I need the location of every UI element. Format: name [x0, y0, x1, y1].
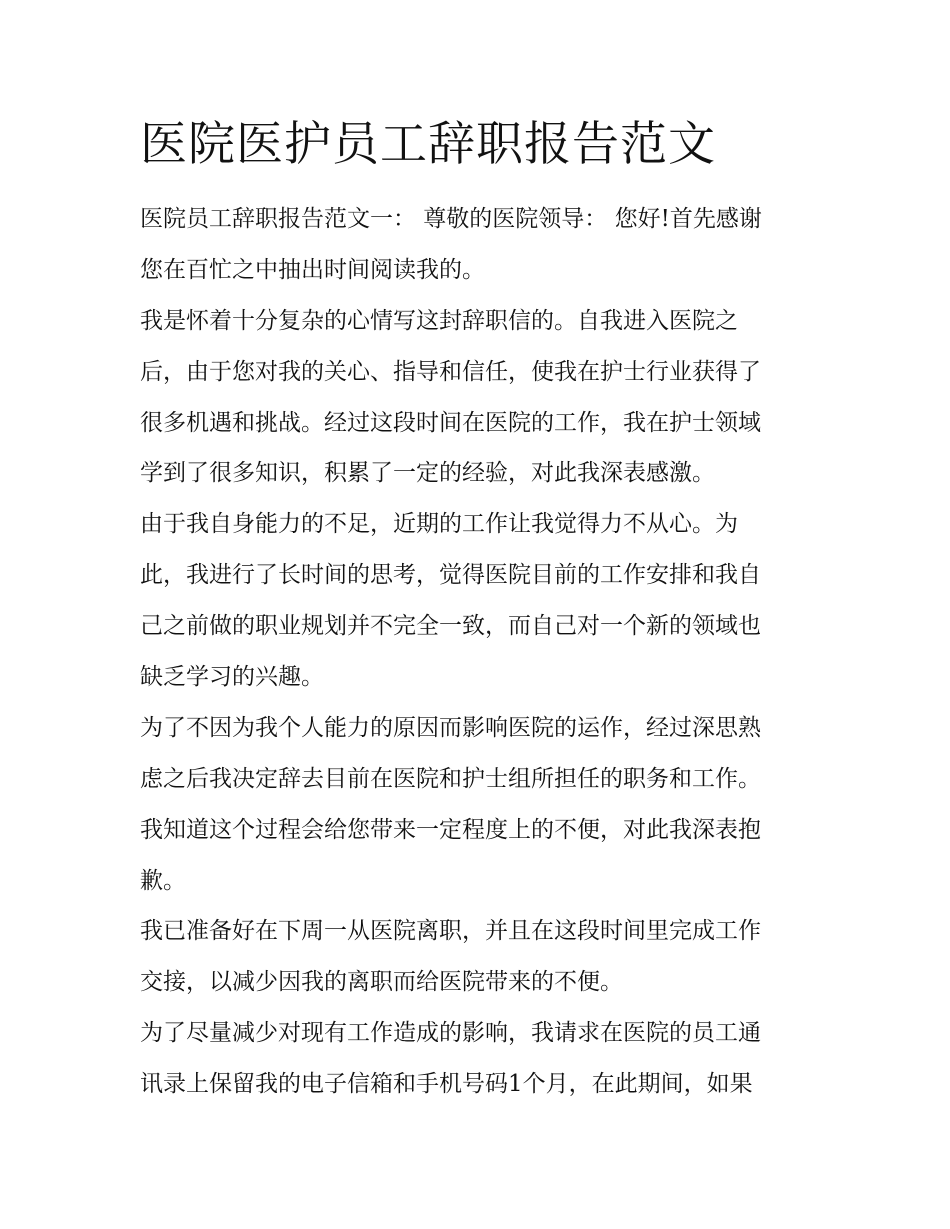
text-line: 虑之后我决定辞去目前在医院和护士组所担任的职务和工作。: [140, 765, 761, 792]
document-body: [140, 194, 820, 1110]
document-page: [140, 112, 820, 1110]
text-line: 医院员工辞职报告范文一： 尊敬的医院领导： 您好!首先感谢: [140, 206, 762, 232]
text-line: 此，我进行了长时间的思考，觉得医院目前的工作安排和我自: [140, 562, 761, 589]
text-line: 歉。: [140, 867, 186, 894]
text-line: 为了不因为我个人能力的原因而影响医院的运作，经过深思熟: [140, 714, 761, 741]
text-line: 您在百忙之中抽出时间阅读我的。: [140, 256, 485, 283]
text-line: 缺乏学习的兴趣。: [140, 664, 324, 691]
text-line: 交接，以减少因我的离职而给医院带来的不便。: [140, 969, 623, 996]
text-line: 我已准备好在下周一从医院离职，并且在这段时间里完成工作: [140, 918, 761, 945]
text-line: 我是怀着十分复杂的心情写这封辞职信的。自我进入医院之: [140, 307, 738, 334]
text-line: 由于我自身能力的不足，近期的工作让我觉得力不从心。为: [140, 511, 738, 538]
document-title: 医院医护员工辞职报告范文: [140, 117, 716, 172]
text-line: 很多机遇和挑战。经过这段时间在医院的工作，我在护士领域: [140, 409, 761, 436]
text-line: 学到了很多知识，积累了一定的经验，对此我深表感激。: [140, 460, 715, 487]
text-line: 讯录上保留我的电子信箱和手机号码1个月，在此期间，如果: [140, 1071, 753, 1098]
text-line: 为了尽量减少对现有工作造成的影响，我请求在医院的员工通: [140, 1020, 761, 1047]
text-line: 我知道这个过程会给您带来一定程度上的不便，对此我深表抱: [140, 816, 761, 843]
text-line: 后，由于您对我的关心、指导和信任，使我在护士行业获得了: [140, 358, 761, 385]
text-line: 己之前做的职业规划并不完全一致，而自己对一个新的领域也: [140, 613, 761, 640]
